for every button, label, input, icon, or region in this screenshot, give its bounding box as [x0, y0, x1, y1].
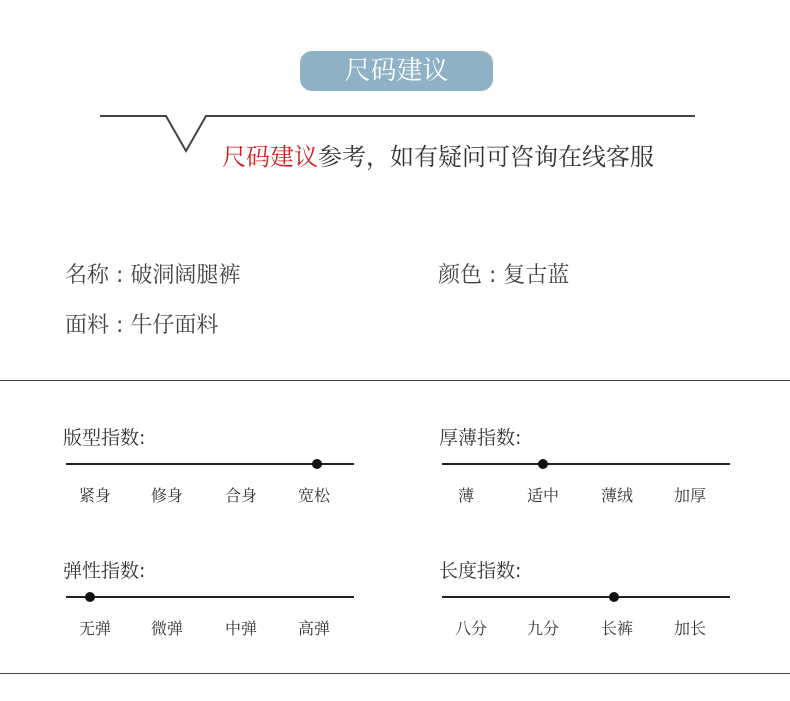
scale-marker	[609, 592, 619, 602]
scale-option: 紧身	[78, 486, 111, 505]
scale-line	[442, 463, 730, 465]
scale-option: 八分	[454, 619, 487, 638]
scale-marker	[538, 459, 548, 469]
size-advice-badge: 尺码建议	[300, 51, 493, 91]
product-fabric: 面料 : 牛仔面料	[65, 313, 219, 338]
scale-option: 修身	[150, 486, 183, 505]
scale-option: 加厚	[673, 486, 706, 505]
index-title: 长度指数:	[439, 560, 522, 582]
scale-marker	[312, 459, 322, 469]
scale-option: 九分	[526, 619, 559, 638]
scale-line	[442, 596, 730, 598]
scale-option: 薄绒	[600, 486, 633, 505]
product-color: 颜色 : 复古蓝	[438, 263, 570, 288]
subtitle-highlight: 尺码建议	[222, 143, 318, 171]
section-divider-top	[0, 380, 790, 381]
scale-option: 合身	[224, 486, 257, 505]
scale-option: 加长	[673, 619, 706, 638]
scale-line	[66, 463, 354, 465]
scale-option: 适中	[526, 486, 559, 505]
scale-line	[66, 596, 354, 598]
section-divider-bottom	[0, 673, 790, 674]
scale-option: 宽松	[297, 486, 330, 505]
scale-option: 微弹	[150, 619, 183, 638]
index-title: 厚薄指数:	[439, 427, 522, 449]
subtitle-text: 参考，如有疑问可咨询在线客服	[318, 143, 654, 171]
index-title: 版型指数:	[63, 427, 146, 449]
scale-option: 薄	[457, 486, 474, 505]
subtitle	[222, 137, 654, 172]
product-name: 名称 : 破洞阔腿裤	[65, 263, 241, 288]
scale-option: 长裤	[600, 619, 633, 638]
scale-option: 高弹	[297, 619, 330, 638]
callout-line	[0, 0, 790, 160]
scale-marker	[85, 592, 95, 602]
index-title: 弹性指数:	[63, 560, 146, 582]
scale-option: 无弹	[78, 619, 111, 638]
scale-option: 中弹	[224, 619, 257, 638]
